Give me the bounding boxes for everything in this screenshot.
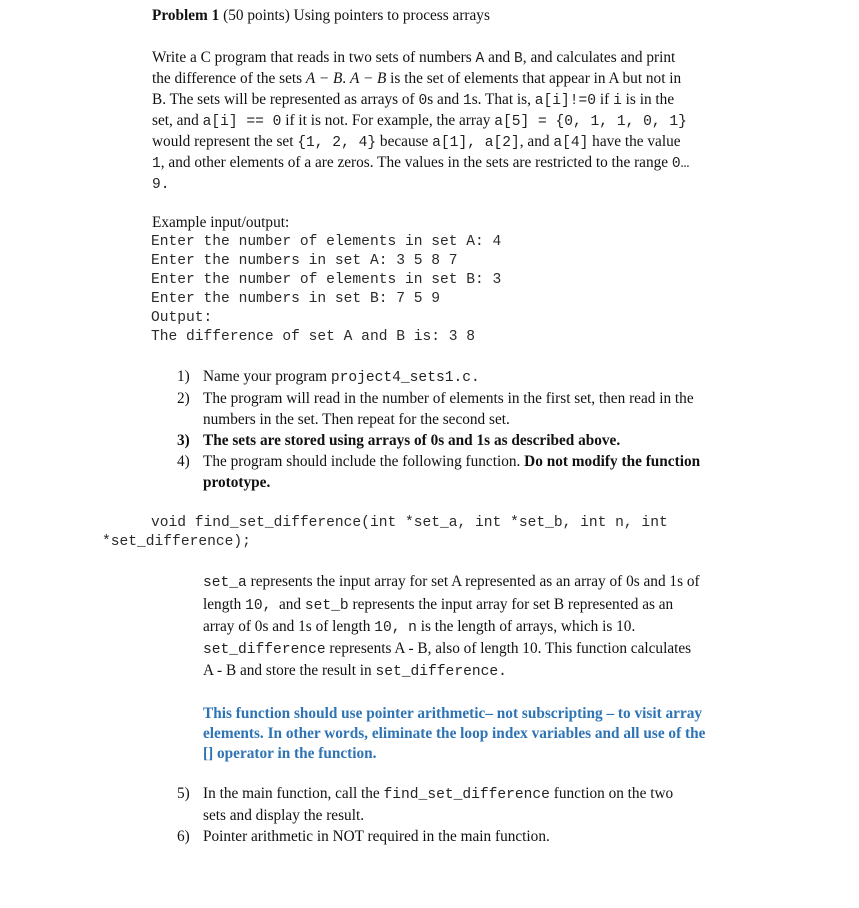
text-run: A - B and store the result in bbox=[203, 662, 376, 679]
example-line: Output: bbox=[151, 310, 213, 326]
list-number: 6) bbox=[177, 828, 190, 845]
intro-line bbox=[152, 48, 675, 69]
text-run: , and other elements of a are zeros. The values in the sets are restricted to the range bbox=[160, 154, 672, 171]
code-run: set_difference bbox=[203, 642, 326, 658]
text-run: is in the bbox=[621, 91, 675, 108]
description-line bbox=[203, 618, 635, 636]
text-run: function on the two bbox=[549, 785, 674, 802]
text-run: is the length of arrays, which is 10. bbox=[416, 618, 636, 635]
code-run: set_difference. bbox=[375, 664, 507, 680]
list-item-cont: numbers in the set. Then repeat for the second set. bbox=[203, 411, 510, 428]
text-run: because bbox=[376, 133, 433, 150]
list-item bbox=[203, 453, 700, 471]
list-item: Pointer arithmetic in NOT required in the main function. bbox=[203, 828, 550, 845]
code-run: 9. bbox=[152, 177, 170, 193]
list-item bbox=[203, 368, 480, 386]
list-item: The program will read in the number of elements in the first set, then read in the bbox=[203, 390, 694, 407]
code-run: set_a bbox=[203, 575, 247, 591]
text-run: set, and bbox=[152, 112, 203, 129]
intro-line bbox=[152, 153, 689, 174]
example-line: Enter the numbers in set B: 7 5 9 bbox=[151, 291, 441, 307]
intro-line bbox=[152, 111, 687, 132]
code-run: i bbox=[613, 93, 622, 109]
math-run: A − B bbox=[349, 70, 387, 87]
text-run: In the main function, call the bbox=[203, 785, 384, 802]
description-line bbox=[203, 573, 700, 591]
problem-points: (50 points) Using pointers to process arrays bbox=[223, 7, 490, 24]
code-run: 0 bbox=[418, 93, 428, 109]
code-run: 0… bbox=[671, 156, 690, 172]
list-number: 2) bbox=[177, 390, 190, 407]
problem-number: Problem 1 bbox=[152, 7, 220, 24]
description-line bbox=[203, 596, 673, 614]
text-run: array of 0s and 1s of length bbox=[203, 618, 375, 635]
list-item: The sets are stored using arrays of 0s and 1s as described above. bbox=[203, 432, 621, 449]
text-run: have the value bbox=[588, 133, 681, 150]
code-run: a[5] = {0, 1, 1, 0, 1} bbox=[494, 114, 687, 130]
code-run: 10, bbox=[245, 598, 272, 614]
text-run: , and calculates and print bbox=[522, 49, 676, 66]
bold-run: Do not modify the function bbox=[524, 453, 701, 470]
emphasis-line: This function should use pointer arithmetic– not subscripting – to visit array bbox=[203, 705, 703, 722]
code-run: set_b bbox=[304, 598, 349, 614]
prototype-line: *set_difference); bbox=[102, 534, 251, 550]
text-run: length bbox=[203, 596, 246, 613]
text-run: and bbox=[484, 49, 515, 66]
text-run: and bbox=[271, 596, 305, 613]
intro-line bbox=[152, 90, 674, 111]
text-run: is the set of elements that appear in A but not in bbox=[386, 70, 682, 87]
code-run: 1 bbox=[152, 156, 161, 172]
text-run: if it is not. For example, the array bbox=[281, 112, 495, 129]
code-run: B bbox=[514, 51, 523, 67]
program-filename: project4_sets1.c. bbox=[330, 370, 480, 386]
code-run: {1, 2, 4} bbox=[297, 135, 377, 151]
example-line: Enter the numbers in set A: 3 5 8 7 bbox=[151, 253, 458, 269]
list-number: 4) bbox=[177, 453, 190, 470]
text-run: , and bbox=[519, 133, 554, 150]
code-run: a[1], a[2] bbox=[432, 135, 520, 151]
code-run: a[i] == 0 bbox=[202, 114, 282, 130]
text-run: represents A - B, also of length 10. This function calculates bbox=[325, 640, 692, 657]
text-run: . bbox=[342, 70, 350, 87]
code-run: a[4] bbox=[553, 135, 589, 151]
text-run: B. The sets will be represented as arrays of bbox=[152, 91, 419, 108]
text-run: the difference of the sets bbox=[152, 70, 306, 87]
text-run: Write a C program that reads in two sets of numbers bbox=[152, 49, 476, 66]
code-run: 1 bbox=[462, 93, 472, 109]
intro-line bbox=[152, 132, 681, 153]
text-run: s and bbox=[427, 91, 463, 108]
problem-title bbox=[152, 7, 490, 25]
text-run: would represent the set bbox=[152, 133, 298, 150]
description-line bbox=[203, 640, 691, 658]
code-run: n bbox=[408, 620, 417, 636]
list-item-cont: prototype. bbox=[203, 474, 271, 491]
list-item-cont: sets and display the result. bbox=[203, 807, 365, 824]
math-run: A − B bbox=[305, 70, 343, 87]
code-run: A bbox=[475, 51, 485, 67]
intro-line bbox=[152, 69, 681, 89]
text-run: Name your program bbox=[203, 368, 331, 385]
intro-line bbox=[152, 174, 170, 195]
text-run: represents the input array for set A represented as an array of 0s and 1s of bbox=[246, 573, 700, 590]
emphasis-line: [] operator in the function. bbox=[203, 745, 377, 762]
text-run: s. That is, bbox=[471, 91, 535, 108]
emphasis-line: elements. In other words, eliminate the loop index variables and all use of the bbox=[203, 725, 706, 742]
code-run: 10, bbox=[374, 620, 401, 636]
example-line: The difference of set A and B is: 3 8 bbox=[151, 329, 476, 345]
text-run: if bbox=[596, 91, 614, 108]
list-item bbox=[203, 785, 673, 803]
list-number: 5) bbox=[177, 785, 190, 802]
text-run: represents the input array for set B represented as an bbox=[348, 596, 674, 613]
list-number: 1) bbox=[177, 368, 190, 385]
description-line bbox=[203, 662, 507, 680]
text-run bbox=[400, 618, 408, 635]
example-line: Enter the number of elements in set A: 4 bbox=[151, 234, 502, 250]
prototype-line: void find_set_difference(int *set_a, int *set_b, int n, int bbox=[151, 515, 668, 531]
text-run: The program should include the following function. bbox=[203, 453, 525, 470]
code-run: a[i]!=0 bbox=[534, 93, 597, 109]
example-line: Enter the number of elements in set B: 3 bbox=[151, 272, 502, 288]
example-heading: Example input/output: bbox=[152, 214, 290, 231]
code-run: find_set_difference bbox=[383, 787, 550, 803]
list-number: 3) bbox=[177, 432, 190, 449]
